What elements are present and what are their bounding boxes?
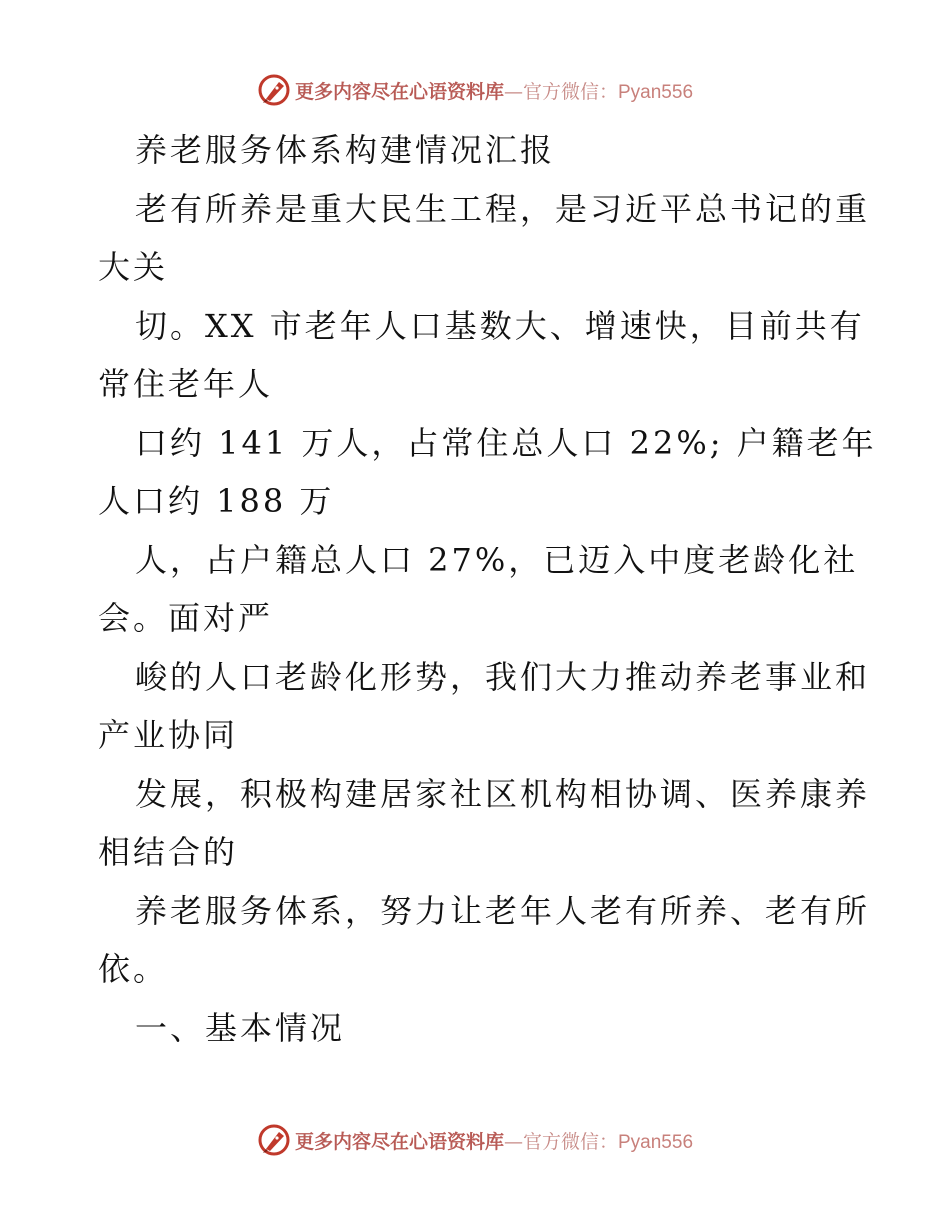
banner-main-text: 更多内容尽在心语资料库: [294, 80, 504, 103]
header-banner[interactable]: [0, 70, 950, 110]
section-heading: 一、基本情况: [135, 1008, 346, 1047]
text-line: 发展，积极构建居家社区机构相协调、医养康养: [135, 774, 871, 813]
text-line: 人，占户籍总人口 27%，已迈入中度老龄化社: [135, 540, 859, 579]
text-line: 会。面对严: [98, 599, 274, 637]
footer-banner[interactable]: [0, 1120, 950, 1160]
pen-nib-circle-icon: [257, 73, 291, 107]
text-line: 老有所养是重大民生工程，是习近平总书记的重: [135, 189, 871, 228]
text-line: 切。XX 市老年人口基数大、增速快，目前共有: [135, 306, 865, 345]
text-line: 产业协同: [98, 716, 239, 754]
banner-text: [295, 1127, 693, 1154]
text-line: 相结合的: [98, 833, 239, 871]
text-line: 依。: [98, 950, 169, 988]
banner-separator-text: —官方微信：: [503, 80, 618, 103]
text-line: 养老服务体系，努力让老年人老有所养、老有所: [135, 891, 871, 930]
banner-main-text: 更多内容尽在心语资料库: [294, 1130, 504, 1153]
banner-text: [295, 77, 693, 104]
document-title: 养老服务体系构建情况汇报: [135, 131, 556, 169]
text-line: 常住老年人: [98, 365, 274, 403]
text-line: 峻的人口老龄化形势，我们大力推动养老事业和: [135, 657, 871, 696]
text-line: 大关: [98, 248, 169, 286]
document-body: [98, 121, 877, 1057]
text-line: 人口约 188 万: [98, 482, 335, 520]
banner-account-text: Pyan556: [618, 81, 694, 103]
text-line: 口约 141 万人，占常住总人口 22%; 户籍老年: [135, 423, 877, 462]
pen-nib-circle-icon: [257, 1123, 291, 1157]
banner-separator-text: —官方微信：: [503, 1130, 618, 1153]
banner-account-text: Pyan556: [618, 1131, 694, 1153]
